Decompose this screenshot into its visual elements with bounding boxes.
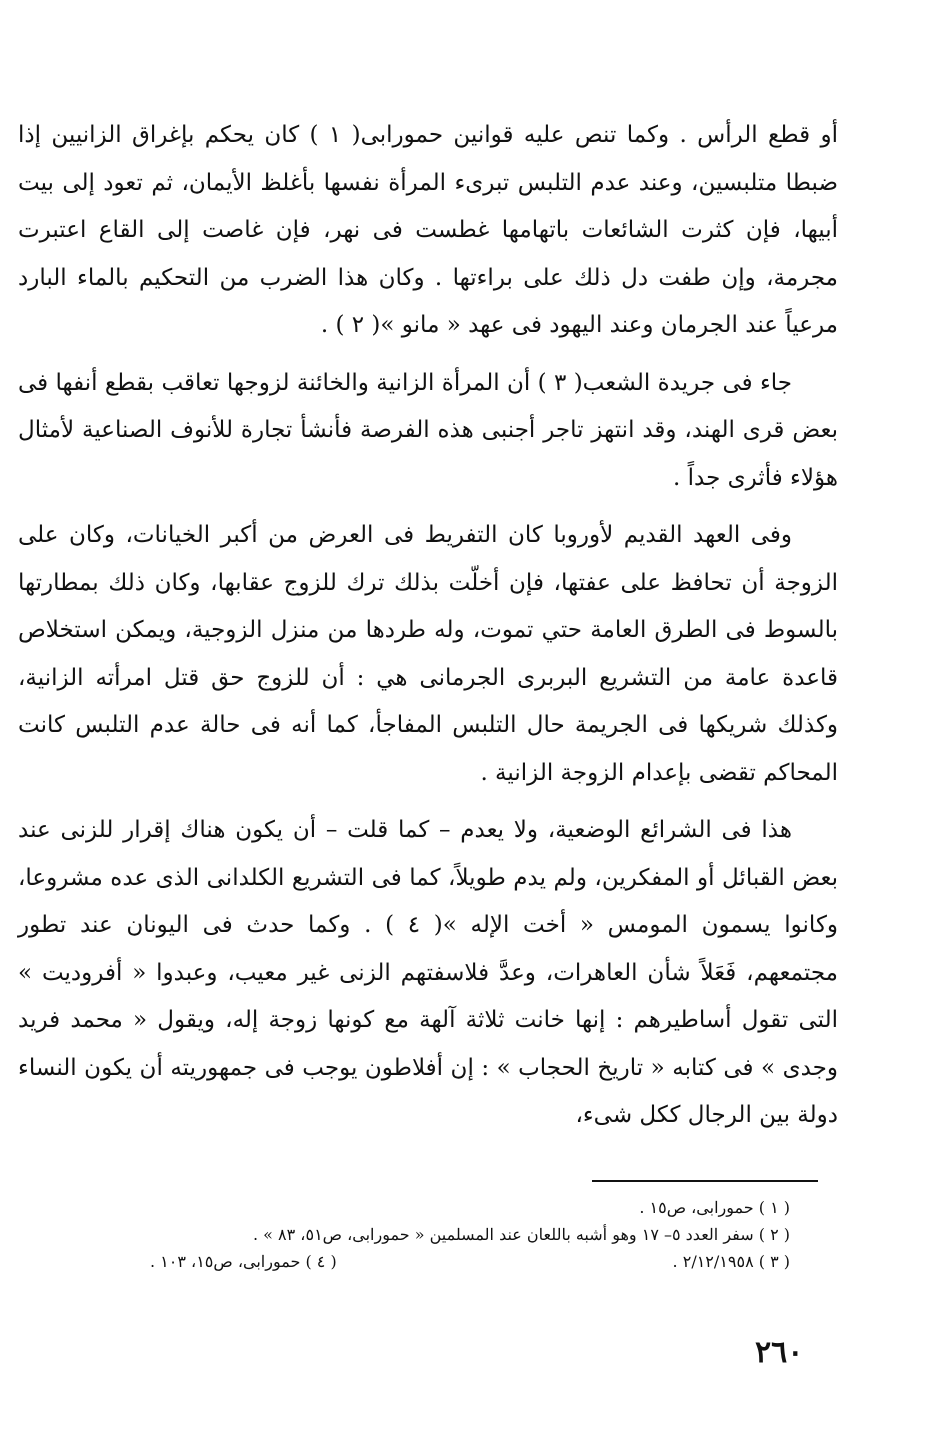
page-number: ٢٦٠ [755, 1335, 804, 1370]
footnote-4: ( ٤ ) حمورابى، ص١٥، ١٠٣ . [150, 1252, 337, 1271]
footnote-3: ( ٣ ) ٢/١٢/١٩٥٨ . [672, 1252, 790, 1271]
paragraph-4: هذا فى الشرائع الوضعية، ولا يعدم – كما قلت – أن يكون هناك إقرار للزنى عند بعض القبائل أو المفكرين، ولم يدم طويلاً، كما فى التشريع الكلدانى الذى عده مشروعا، وكانوا يسمون المومس « أخت الإله »( ٤ ) . وكما حدث فى اليونان عند تطور مجتمعهم، فَعَلاً شأن العاهرات، وعدَّ فلاسفتهم الزنى غير معيب، وعبدوا « أفروديت » التى تقول أساطيرهم : إنها خانت ثلاثة آلهة مع كونها زوجة إله، ويقول « محمد فريد وجدى » فى كتابه « تاريخ الحجاب » : إن أفلاطون يوجب فى جمهوريته أن يكون النساء دولة بين الرجال ككل شىء، [18, 817, 838, 1128]
footnote-divider [592, 1180, 818, 1182]
footnote-2: ( ٢ ) سفر العدد ٥– ١٧ وهو أشبه باللعان عند المسلمين « حمورابى، ص٥١، ٨٣ » . [252, 1225, 790, 1244]
footnote-row [150, 1248, 790, 1275]
footnotes [150, 1194, 790, 1275]
paragraph-3: وفى العهد القديم لأوروبا كان التفريط فى العرض من أكبر الخيانات، وكان على الزوجة أن تحافظ على عفتها، فإن أخلّت بذلك ترك للزوج عقابها، وكان ذلك بمطارتها بالسوط فى الطرق العامة حتي تموت، وله طردها من منزل الزوجية، ويمكن استخلاص قاعدة عامة من التشريع البربرى الجرمانى هي : أن للزوج حق قتل امرأته الزانية، وكذلك شريكها فى الجريمة حال التلبس المفاجأ، كما أنه فى حالة عدم التلبس كانت المحاكم تقضى بإعدام الزوجة الزانية . [18, 522, 838, 786]
footnote-1: ( ١ ) حمورابى، ص١٥ . [639, 1198, 790, 1217]
body-text [18, 112, 838, 1150]
paragraph-2: جاء فى جريدة الشعب( ٣ ) أن المرأة الزانية والخائنة لزوجها تعاقب بقطع أنفها فى بعض قرى الهند، وقد انتهز تاجر أجنبى هذه الفرصة فأنشأ تجارة للأنوف الصناعية لأمثال هؤلاء فأثرى جداً . [18, 369, 838, 491]
paragraph-1: أو قطع الرأس . وكما تنص عليه قوانين حمورابى( ١ ) كان يحكم بإغراق الزانيين إذا ضبطا متلبسين، وعند عدم التلبس تبرىء المرأة نفسها بأغلظ الأيمان، ثم تعود إلى بيت أبيها، فإن كثرت الشائعات باتهامها غطست فى نهر، فإن غاصت إلى القاع اعتبرت مجرمة، وإن طفت دل ذلك على براءتها . وكان هذا الضرب من التحكيم بالماء البارد مرعياً عند الجرمان وعند اليهود فى عهد « مانو »( ٢ ) . [18, 122, 838, 338]
